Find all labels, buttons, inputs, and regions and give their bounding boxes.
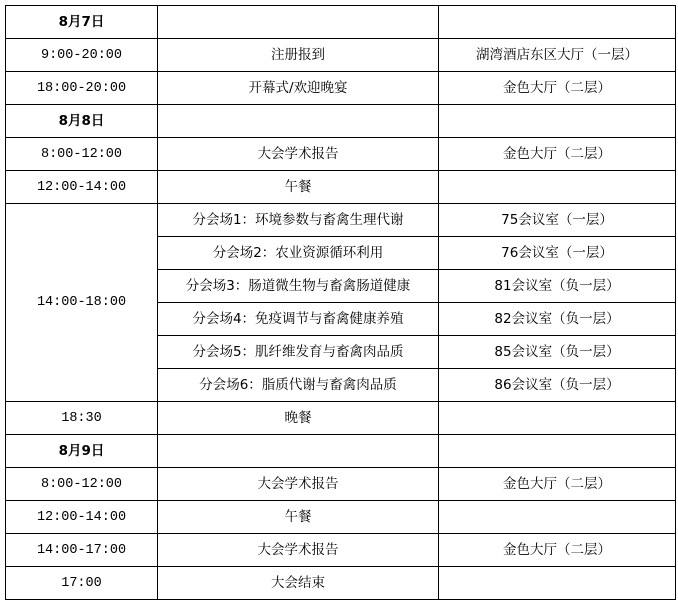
session-name-cell: 分会场2：农业资源循环利用 — [158, 237, 439, 270]
venue-cell: 81会议室（负一层） — [439, 270, 676, 303]
session-row — [6, 204, 676, 237]
time-cell: 12:00-14:00 — [6, 171, 158, 204]
venue-cell: 82会议室（负一层） — [439, 303, 676, 336]
session-name-cell: 分会场1：环境参数与畜禽生理代谢 — [158, 204, 439, 237]
session-name-cell: 分会场3：肠道微生物与畜禽肠道健康 — [158, 270, 439, 303]
empty-cell — [439, 6, 676, 39]
time-cell: 14:00-17:00 — [6, 534, 158, 567]
table-row — [6, 171, 676, 204]
table-row — [6, 138, 676, 171]
date-cell: 8月8日 — [6, 105, 158, 138]
event-cell: 午餐 — [158, 501, 439, 534]
event-cell: 大会学术报告 — [158, 138, 439, 171]
empty-cell — [158, 435, 439, 468]
date-row — [6, 435, 676, 468]
table-row — [6, 468, 676, 501]
event-cell: 注册报到 — [158, 39, 439, 72]
sessions-time-cell: 14:00-18:00 — [6, 204, 158, 402]
event-cell: 大会结束 — [158, 567, 439, 600]
time-cell: 17:00 — [6, 567, 158, 600]
date-row — [6, 6, 676, 39]
session-name-cell: 分会场5：肌纤维发育与畜禽肉品质 — [158, 336, 439, 369]
venue-cell: 85会议室（负一层） — [439, 336, 676, 369]
date-row — [6, 105, 676, 138]
time-cell: 18:30 — [6, 402, 158, 435]
venue-cell — [439, 402, 676, 435]
time-cell: 18:00-20:00 — [6, 72, 158, 105]
venue-cell — [439, 567, 676, 600]
time-cell: 12:00-14:00 — [6, 501, 158, 534]
table-row — [6, 501, 676, 534]
empty-cell — [439, 105, 676, 138]
empty-cell — [158, 105, 439, 138]
venue-cell: 金色大厅（二层） — [439, 72, 676, 105]
venue-cell: 湖湾酒店东区大厅（一层） — [439, 39, 676, 72]
empty-cell — [158, 6, 439, 39]
venue-cell: 76会议室（一层） — [439, 237, 676, 270]
session-name-cell: 分会场6：脂质代谢与畜禽肉品质 — [158, 369, 439, 402]
table-row — [6, 534, 676, 567]
event-cell: 开幕式/欢迎晚宴 — [158, 72, 439, 105]
time-cell: 8:00-12:00 — [6, 468, 158, 501]
table-row — [6, 72, 676, 105]
event-cell: 大会学术报告 — [158, 534, 439, 567]
venue-cell: 75会议室（一层） — [439, 204, 676, 237]
venue-cell: 金色大厅（二层） — [439, 534, 676, 567]
venue-cell: 金色大厅（二层） — [439, 468, 676, 501]
time-cell: 9:00-20:00 — [6, 39, 158, 72]
venue-cell — [439, 501, 676, 534]
venue-cell: 金色大厅（二层） — [439, 138, 676, 171]
time-cell: 8:00-12:00 — [6, 138, 158, 171]
venue-cell — [439, 171, 676, 204]
session-name-cell: 分会场4：免疫调节与畜禽健康养殖 — [158, 303, 439, 336]
table-row — [6, 402, 676, 435]
event-cell: 午餐 — [158, 171, 439, 204]
event-cell: 大会学术报告 — [158, 468, 439, 501]
empty-cell — [439, 435, 676, 468]
event-cell: 晚餐 — [158, 402, 439, 435]
table-row — [6, 39, 676, 72]
table-row — [6, 567, 676, 600]
venue-cell: 86会议室（负一层） — [439, 369, 676, 402]
date-cell: 8月9日 — [6, 435, 158, 468]
date-cell: 8月7日 — [6, 6, 158, 39]
conference-schedule-table — [5, 5, 676, 600]
